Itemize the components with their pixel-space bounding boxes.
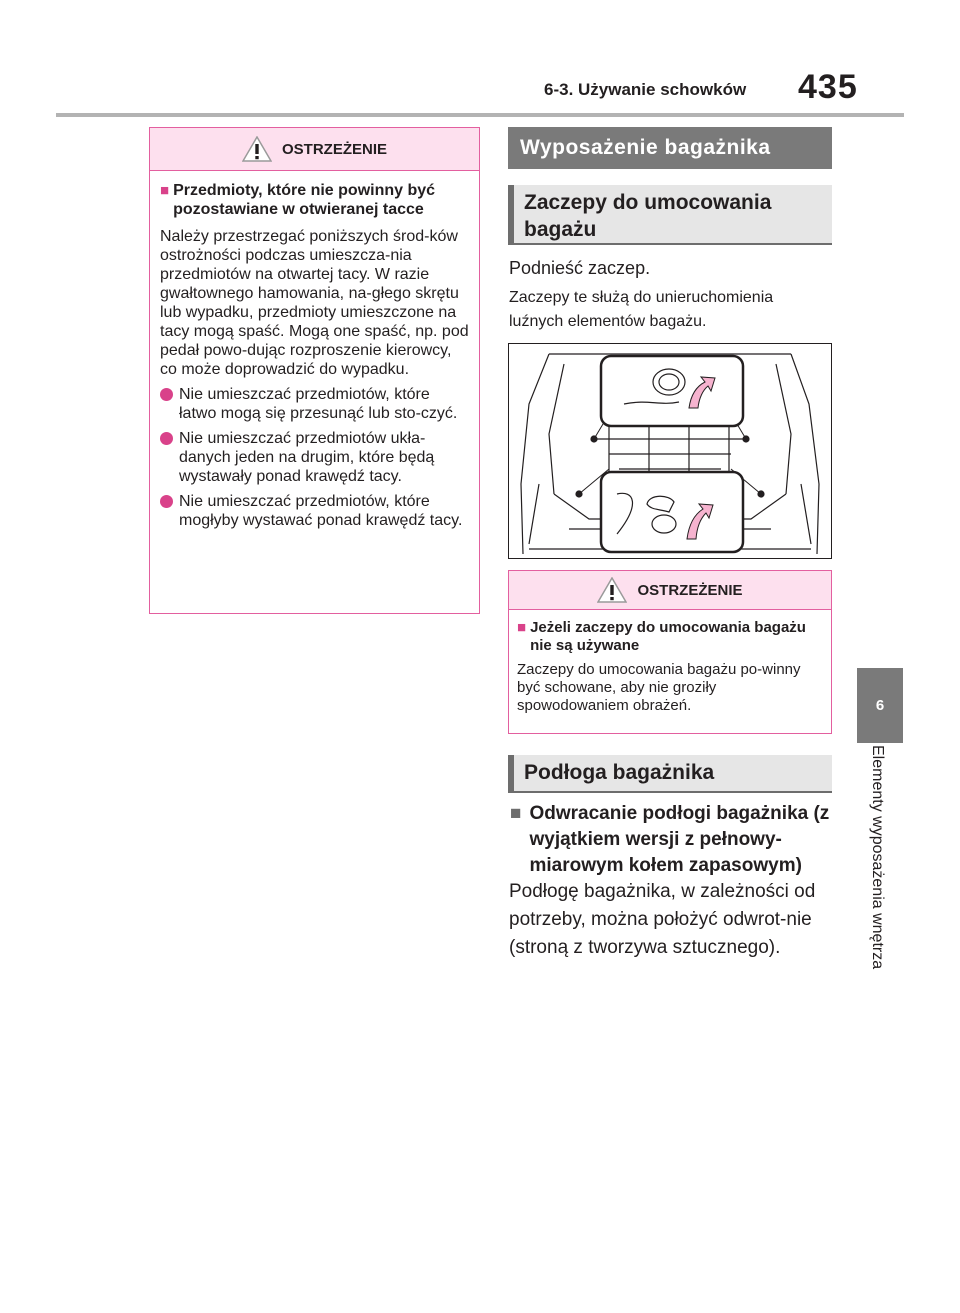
warning-text: Zaczepy do umocowania bagażu po-winny być schowane, aby nie groziły spowodowaniem obrażeń. xyxy=(517,661,801,714)
luggage-hooks-illustration xyxy=(508,343,832,559)
round-bullet-icon xyxy=(160,388,173,401)
cargo-area-drawing xyxy=(509,344,831,558)
list-item-text: Nie umieszczać przedmiotów, które łatwo mogą się przesunąć lub sto-czyć. xyxy=(179,386,458,422)
warning-intro: Należy przestrzegać poniższych środ-ków ostrożności podczas umieszcza-nia przedmiotów na otwartej tacy. W razie gwałtownego hamowania, na-głego skrętu lub wypadku, przedmioty umieszczone na tacy mogą spaść. Mogą one spaść, np. pod pedał powo-dując rozproszenie kierowcy, co może doprowadzić do wypadku. xyxy=(160,228,469,378)
warning-title-text: Jeżeli zaczepy do umocowania bagażu nie są używane xyxy=(530,619,806,654)
header-divider xyxy=(56,113,904,117)
square-bullet-icon: ■ xyxy=(517,619,527,636)
list-item-text: Nie umieszczać przedmiotów, które mogłyby wystawać ponad krawędź tacy. xyxy=(179,493,463,529)
round-bullet-icon xyxy=(160,495,173,508)
warning-heading: OSTRZEŻENIE xyxy=(281,140,387,158)
warning-box-left xyxy=(149,127,480,614)
warning-triangle-icon xyxy=(597,577,627,603)
list-item xyxy=(160,429,469,486)
chapter-tab xyxy=(857,668,903,743)
warning-heading: OSTRZEŻENIE xyxy=(637,581,743,599)
main-heading: Wyposażenie bagażnika xyxy=(508,127,832,169)
description-text: Zaczepy te służą do unieruchomienia luźnych elementów bagażu. xyxy=(509,289,774,330)
square-bullet-icon: ■ xyxy=(510,803,522,824)
warning-title xyxy=(160,181,469,219)
page-number: 435 xyxy=(798,68,858,106)
section-title: 6-3. Używanie schowków xyxy=(544,80,747,99)
list-item xyxy=(160,492,469,530)
warning-box-right xyxy=(508,570,832,734)
floor-subsection-title-text: Odwracanie podłogi bagażnika (z wyjątkiem wersji z pełnowy-miarowym kołem zapasowym) xyxy=(529,803,830,876)
warning-triangle-icon xyxy=(242,136,272,162)
subheading-hooks: Zaczepy do umocowania bagażu xyxy=(508,185,832,245)
warning-header xyxy=(509,571,831,610)
floor-paragraph: Podłogę bagażnika, w zależności od potrzeby, można położyć odwrot-nie (stroną z tworzywa sztucznego). xyxy=(509,881,816,958)
round-bullet-icon xyxy=(160,432,173,445)
warning-title-text: Przedmioty, które nie powinny być pozostawiane w otwieranej tacce xyxy=(173,182,436,218)
warning-body xyxy=(509,610,831,721)
instruction-text: Podnieść zaczep. xyxy=(509,258,651,278)
square-bullet-icon: ■ xyxy=(160,182,170,199)
floor-subsection-title xyxy=(510,801,840,879)
list-item-text: Nie umieszczać przedmiotów ukła-danych jeden na drugim, które będą wystawały ponad krawędź tacy. xyxy=(179,430,435,485)
list-item xyxy=(160,385,469,423)
warning-body xyxy=(150,171,479,538)
warning-header xyxy=(150,128,479,171)
chapter-label: Elementy wyposażenia wnętrza xyxy=(869,745,886,970)
warning-title xyxy=(517,619,823,655)
subheading-floor: Podłoga bagażnika xyxy=(508,755,832,793)
chapter-number: 6 xyxy=(875,697,885,714)
